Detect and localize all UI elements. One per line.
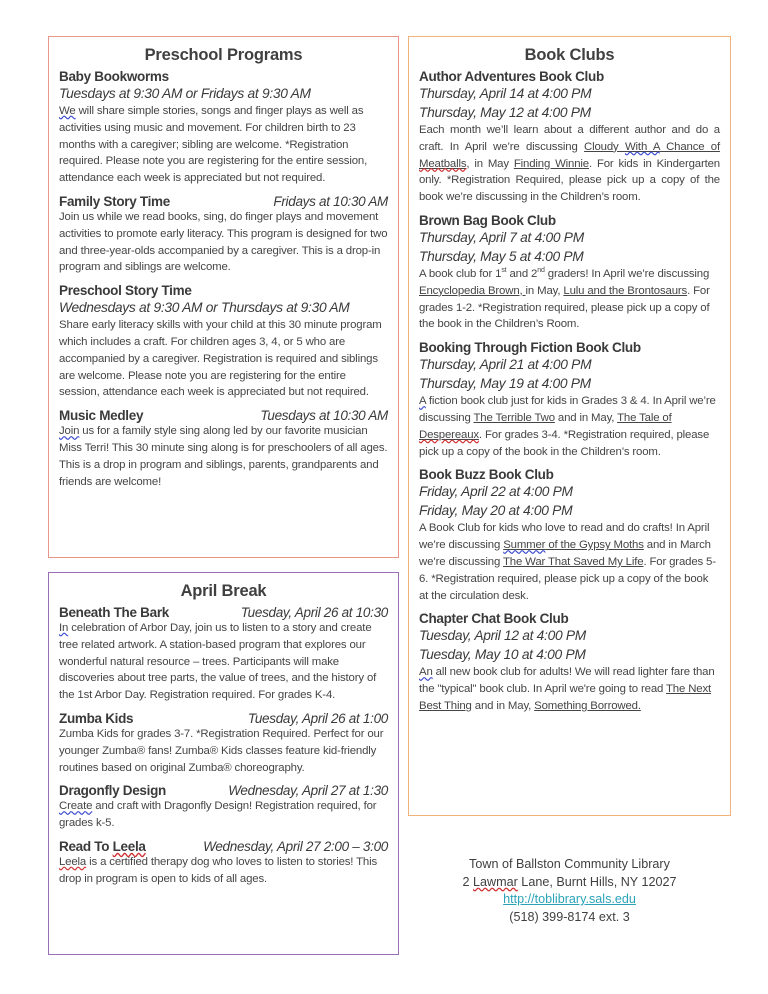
description-text: all new book club for adults! We will read lighter fare than the "typical" book club. In April we're going to read — [419, 666, 715, 696]
april-break-title: April Break — [180, 582, 267, 600]
club-description — [419, 266, 720, 333]
club-time: Thursday, April 7 at 4:00 PM — [419, 229, 584, 245]
book-title: Something Borrowed. — [534, 699, 641, 712]
description-text: A book club for 1 — [419, 267, 502, 280]
program-name: Music Medley — [59, 408, 144, 424]
book-title-part: Chance of — [659, 140, 720, 153]
program-name: Preschool Story Time — [59, 283, 192, 299]
spellcheck-word: Join — [59, 425, 80, 438]
preschool-programs-box — [48, 36, 399, 558]
ordinal-suffix: st — [501, 267, 507, 275]
description-text: is a certified therapy dog who loves to listen to stories! This drop in program is open to kids of all ages. — [59, 855, 378, 885]
club-name: Author Adventures Book Club — [419, 69, 604, 84]
club-name: Booking Through Fiction Book Club — [419, 340, 641, 356]
program-name — [59, 839, 146, 854]
book-clubs-title: Book Clubs — [524, 46, 615, 64]
address-number: 2 — [462, 874, 474, 889]
spellcheck-word: Lawmar — [473, 874, 518, 889]
program-beneath-the-bark — [59, 605, 388, 704]
program-time: Wednesday, April 27 2:00 – 3:00 — [203, 838, 388, 854]
club-description — [419, 664, 720, 714]
description-text: . For grades 5-6. *Registration required, please pick up a copy of the book at the circulation desk. — [419, 555, 716, 602]
description-text: and in May, — [471, 699, 535, 712]
program-time: Tuesdays at 10:30 AM — [260, 408, 388, 424]
club-name: Chapter Chat Book Club — [419, 611, 569, 627]
program-description — [59, 798, 388, 832]
spellcheck-word: Create — [59, 800, 93, 813]
club-time: Thursday, May 5 at 4:00 PM — [419, 248, 584, 264]
book-title: Finding Winnie — [513, 157, 589, 170]
library-name: Town of Ballston Community Library — [469, 857, 670, 871]
program-time: Tuesdays at 9:30 AM or Fridays at 9:30 AM — [59, 86, 311, 101]
description-text: . For grades 1-2. *Registration required, please pick up a copy of the book in the Children’s Room. — [419, 284, 710, 331]
name-prefix: Read To — [59, 838, 113, 854]
club-brown-bag — [419, 213, 720, 333]
club-name: Brown Bag Book Club — [419, 212, 556, 228]
program-baby-bookworms — [59, 69, 388, 187]
club-chapter-chat — [419, 611, 720, 714]
book-title: The Next Best Thing — [419, 683, 712, 712]
program-zumba-kids — [59, 711, 388, 776]
club-time: Tuesday, April 12 at 4:00 PM — [419, 628, 586, 644]
program-read-to-leela — [59, 839, 388, 888]
spellcheck-word: Summer — [503, 539, 546, 552]
spellcheck-word: A — [419, 395, 426, 408]
spellcheck-word: An — [419, 666, 433, 679]
program-description: Join us while we read books, sing, do finger plays and movement activities to promote early literacy. This program is designed for two and three-year-olds accompanied by a caregiver. This is a drop-in program and siblings are welcome. — [59, 210, 388, 274]
description-text: celebration of Arbor Day, join us to listen to a story and create tree related artwork. A station-based program that explores our wonderful natural resource – trees. Participants will make discoveries about tree parts, the value of trees, and the history of the 1st Arbor Day. Registration required. For grades K-4. — [59, 622, 377, 702]
book-title: The Terrible Two — [473, 411, 555, 424]
program-time: Tuesday, April 26 at 1:00 — [247, 710, 388, 726]
description-text: A Book Club for kids who love to read and do crafts! In April we’re discussing — [419, 522, 710, 552]
spellcheck-word: Meatballs, — [419, 157, 470, 170]
description-text: fiction book club just for kids in Grades 3 & 4. In April we’re discussing — [419, 395, 716, 424]
description-text: and in March we’re discussing — [419, 539, 711, 568]
ordinal-suffix: nd — [537, 267, 545, 275]
club-book-buzz — [419, 467, 720, 604]
book-title-part: Cloudy — [584, 140, 625, 153]
club-time: Thursday, April 21 at 4:00 PM — [419, 357, 592, 373]
book-title-part: The Tale of — [617, 411, 672, 424]
spellcheck-word: Leela — [59, 855, 87, 868]
book-title — [503, 539, 644, 551]
spellcheck-word: Despereaux — [419, 428, 479, 441]
spellcheck-word: In — [59, 622, 69, 634]
program-description: Zumba Kids for grades 3-7. *Registration Required. Perfect for our younger Zumba® fans! Zumba® Kids classes feature kid-friendly routines based on original Zumba® choreography. — [59, 727, 384, 774]
club-name: Book Buzz Book Club — [419, 467, 554, 483]
club-time: Friday, May 20 at 4:00 PM — [419, 503, 573, 519]
book-title-part: of the Gypsy Moths — [545, 539, 644, 552]
description-text: Each month we’ll learn about a different author and do a craft. In April we’re discussing — [419, 124, 720, 153]
club-time: Thursday, May 19 at 4:00 PM — [419, 376, 591, 392]
program-family-story-time — [59, 194, 388, 276]
preschool-programs-title: Preschool Programs — [144, 46, 303, 64]
program-time: Fridays at 10:30 AM — [273, 193, 388, 209]
program-name: Dragonfly Design — [59, 783, 166, 799]
program-name: Baby Bookworms — [59, 69, 169, 84]
club-description — [419, 122, 720, 206]
club-time: Thursday, May 12 at 4:00 PM — [419, 105, 591, 120]
program-time: Wednesdays at 9:30 AM or Thursdays at 9:30 AM — [59, 300, 350, 316]
program-description: Share early literacy skills with your child at this 30 minute program which includes a craft. For children ages 3, 4, or 5 who are accompanied by a caregiver. Registration is required and siblings are welcome. Please note you are registering for the entire session, attendance each week is appreciated but not required. — [59, 319, 382, 399]
spellcheck-word: With A — [624, 140, 660, 153]
program-name: Family Story Time — [59, 193, 170, 209]
book-clubs-box — [408, 36, 731, 816]
library-website-link[interactable]: http://toblibrary.sals.edu — [503, 892, 636, 906]
club-time: Thursday, April 14 at 4:00 PM — [419, 86, 592, 101]
library-address — [408, 874, 731, 892]
program-preschool-story-time — [59, 283, 388, 401]
description-text: in May — [469, 157, 514, 170]
april-break-box — [48, 572, 399, 955]
book-title: The War That Saved My Life — [502, 555, 644, 568]
program-description — [59, 103, 388, 187]
program-description — [59, 423, 388, 490]
program-description — [59, 854, 388, 888]
spellcheck-word: We — [59, 105, 76, 117]
club-booking-through-fiction — [419, 340, 720, 460]
program-description — [59, 620, 388, 704]
club-description — [419, 393, 720, 460]
library-phone: (518) 399-8174 ext. 3 — [509, 909, 630, 924]
description-text: and in May, — [554, 411, 618, 424]
club-description — [419, 520, 720, 604]
program-name: Zumba Kids — [59, 710, 134, 726]
address-rest: Lane, Burnt Hills, NY 12027 — [517, 874, 677, 889]
book-title: Encyclopedia Brown, — [419, 284, 526, 297]
description-text: and craft with Dragonfly Design! Registration required, for grades k-5. — [59, 800, 377, 830]
library-contact-info — [408, 856, 731, 926]
description-text: us for a family style sing along led by our favorite musician Miss Terri! This 30 minute sing along is for preschoolers of all ages. This is a drop in program and siblings, parents, grandparents and friends are welcome! — [59, 425, 388, 488]
program-name: Beneath The Bark — [59, 605, 169, 620]
program-music-medley — [59, 408, 388, 490]
program-time: Wednesday, April 27 at 1:30 — [228, 783, 388, 799]
club-time: Tuesday, May 10 at 4:00 PM — [419, 647, 586, 663]
program-dragonfly-design — [59, 783, 388, 832]
club-author-adventures — [419, 69, 720, 206]
description-text: graders! In April we’re discussing — [544, 267, 710, 280]
description-text: in May, — [525, 284, 564, 297]
program-time: Tuesday, April 26 at 10:30 — [240, 605, 388, 620]
description-text: will share simple stories, songs and finger plays as well as activities using music and movement. For children birth to 23 months with a caregiver; sibling are welcome. *Registration required. Please note you are registering for the entire session, attendance each week is appreciated but not required. — [59, 105, 368, 185]
club-time: Friday, April 22 at 4:00 PM — [419, 484, 573, 500]
description-text: . For kids in Kindergarten only. *Registration Required, please pick up a copy of the book we’re discussing in the Children’s room. — [419, 157, 720, 204]
description-text: . For grades 3-4. *Registration required, please pick up a copy of the book in the Children’s room. — [419, 428, 710, 458]
book-title: Lulu and the Brontosaurs — [563, 284, 688, 297]
description-text: and 2 — [506, 267, 538, 280]
spellcheck-word: Leela — [112, 838, 146, 854]
